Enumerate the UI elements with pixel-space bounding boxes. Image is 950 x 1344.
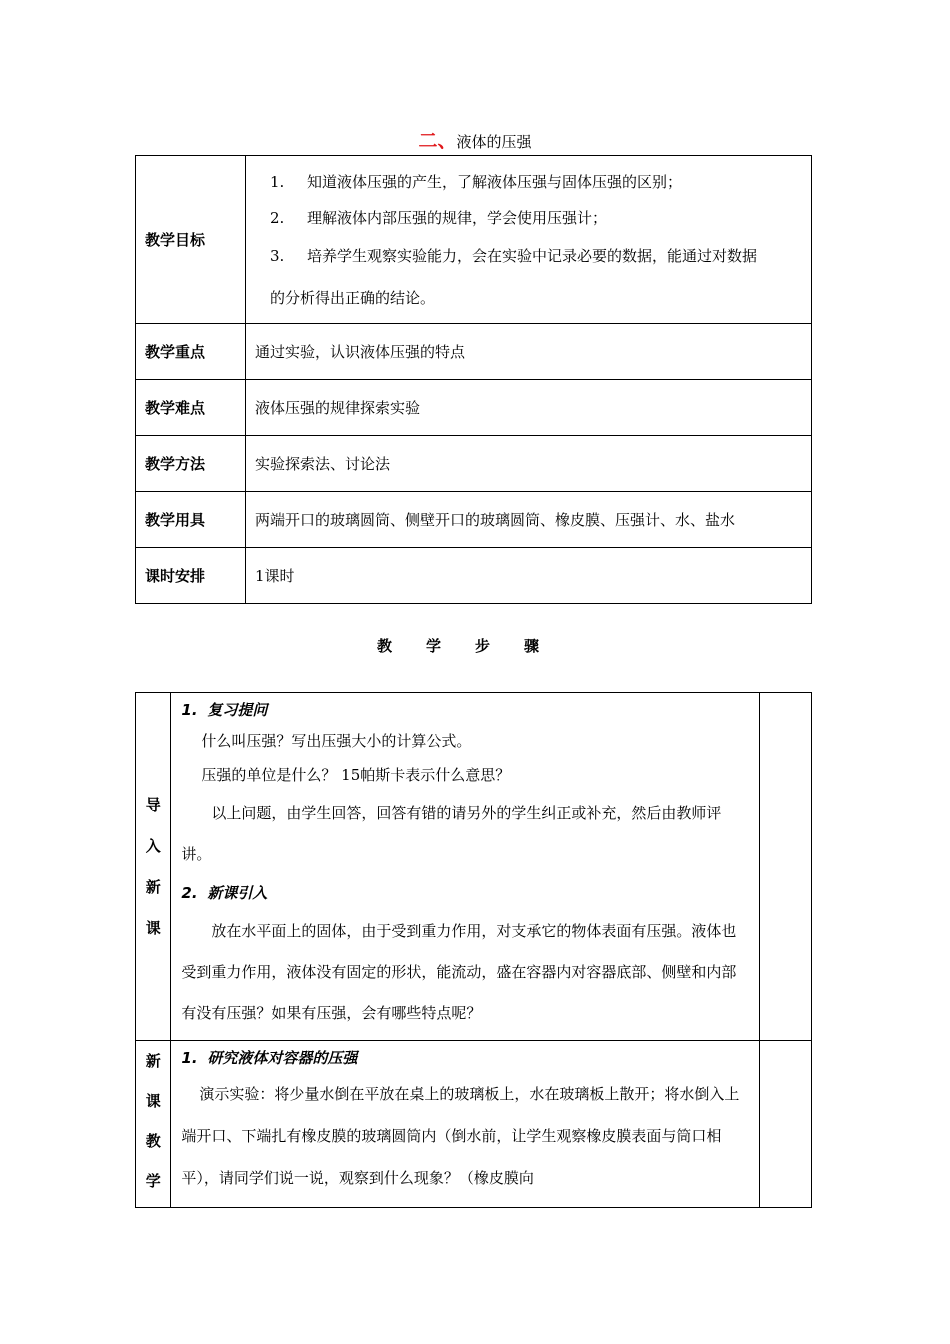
goal-item: 3. 培养学生观察实验能力，会在实验中记录必要的数据，能通过对数据	[270, 246, 758, 265]
paragraph: 演示实验：将少量水倒在平放在桌上的玻璃板上，水在玻璃板上散开；将水倒入上端开口、下端扎有橡皮膜的玻璃圆筒内（倒水前，让学生观察橡皮膜表面与筒口相平），请同学们说一说，观察到什么现象？（橡皮膜向	[181, 1085, 740, 1187]
subheading: 1. 复习提问	[181, 701, 268, 719]
goals-cell	[246, 156, 812, 324]
subheading: 1. 研究液体对容器的压强	[181, 1049, 358, 1067]
title-text: 液体的压强	[456, 133, 532, 151]
table-row	[136, 436, 812, 492]
subheading: 2. 新课引入	[181, 884, 268, 902]
table-row	[136, 693, 812, 1041]
section-content	[171, 693, 759, 1041]
row-value: 两端开口的玻璃圆筒、侧壁开口的玻璃圆筒、橡皮膜、压强计、水、盐水	[246, 492, 812, 548]
row-label: 教学目标	[136, 156, 246, 324]
goal-item: 2. 理解液体内部压强的规律，学会使用压强计；	[270, 208, 608, 227]
row-value: 液体压强的规律探索实验	[246, 380, 812, 436]
table-row	[136, 548, 812, 604]
row-label: 教学用具	[136, 492, 246, 548]
notes-cell	[759, 693, 811, 1041]
paragraph: 什么叫压强？写出压强大小的计算公式。	[201, 732, 472, 750]
section-label: 新 课 教 学	[136, 1041, 171, 1208]
section-content	[171, 1041, 759, 1208]
row-label: 教学难点	[136, 380, 246, 436]
row-value: 通过实验，认识液体压强的特点	[246, 324, 812, 380]
table-row	[136, 1041, 812, 1208]
table-row	[136, 156, 812, 324]
section-label: 导 入 新 课	[136, 693, 171, 1041]
table-row	[136, 492, 812, 548]
paragraph: 压强的单位是什么？ 15帕斯卡表示什么意思？	[201, 766, 511, 784]
goal-item: 1. 知道液体压强的产生，了解液体压强与固体压强的区别；	[270, 172, 683, 191]
page-title	[0, 126, 950, 153]
teaching-steps-table	[135, 692, 812, 1208]
title-number: 二、	[418, 130, 457, 152]
notes-cell	[759, 1041, 811, 1208]
row-label: 教学方法	[136, 436, 246, 492]
row-value: 实验探索法、讨论法	[246, 436, 812, 492]
steps-heading: 教学步骤	[376, 637, 573, 655]
row-label: 教学重点	[136, 324, 246, 380]
paragraph: 以上问题，由学生回答，回答有错的请另外的学生纠正或补充，然后由教师评讲。	[181, 804, 722, 863]
paragraph: 放在水平面上的固体，由于受到重力作用，对支承它的物体表面有压强。液体也受到重力作用，液体没有固定的形状，能流动，盛在容器内对容器底部、侧壁和内部有没有压强？如果有压强，会有哪些特点呢？	[181, 922, 737, 1022]
row-value: 1课时	[246, 548, 812, 604]
table-row	[136, 380, 812, 436]
row-label: 课时安排	[136, 548, 246, 604]
table-row	[136, 324, 812, 380]
goal-item-continuation: 的分析得出正确的结论。	[270, 288, 436, 307]
lesson-info-table	[135, 155, 812, 604]
